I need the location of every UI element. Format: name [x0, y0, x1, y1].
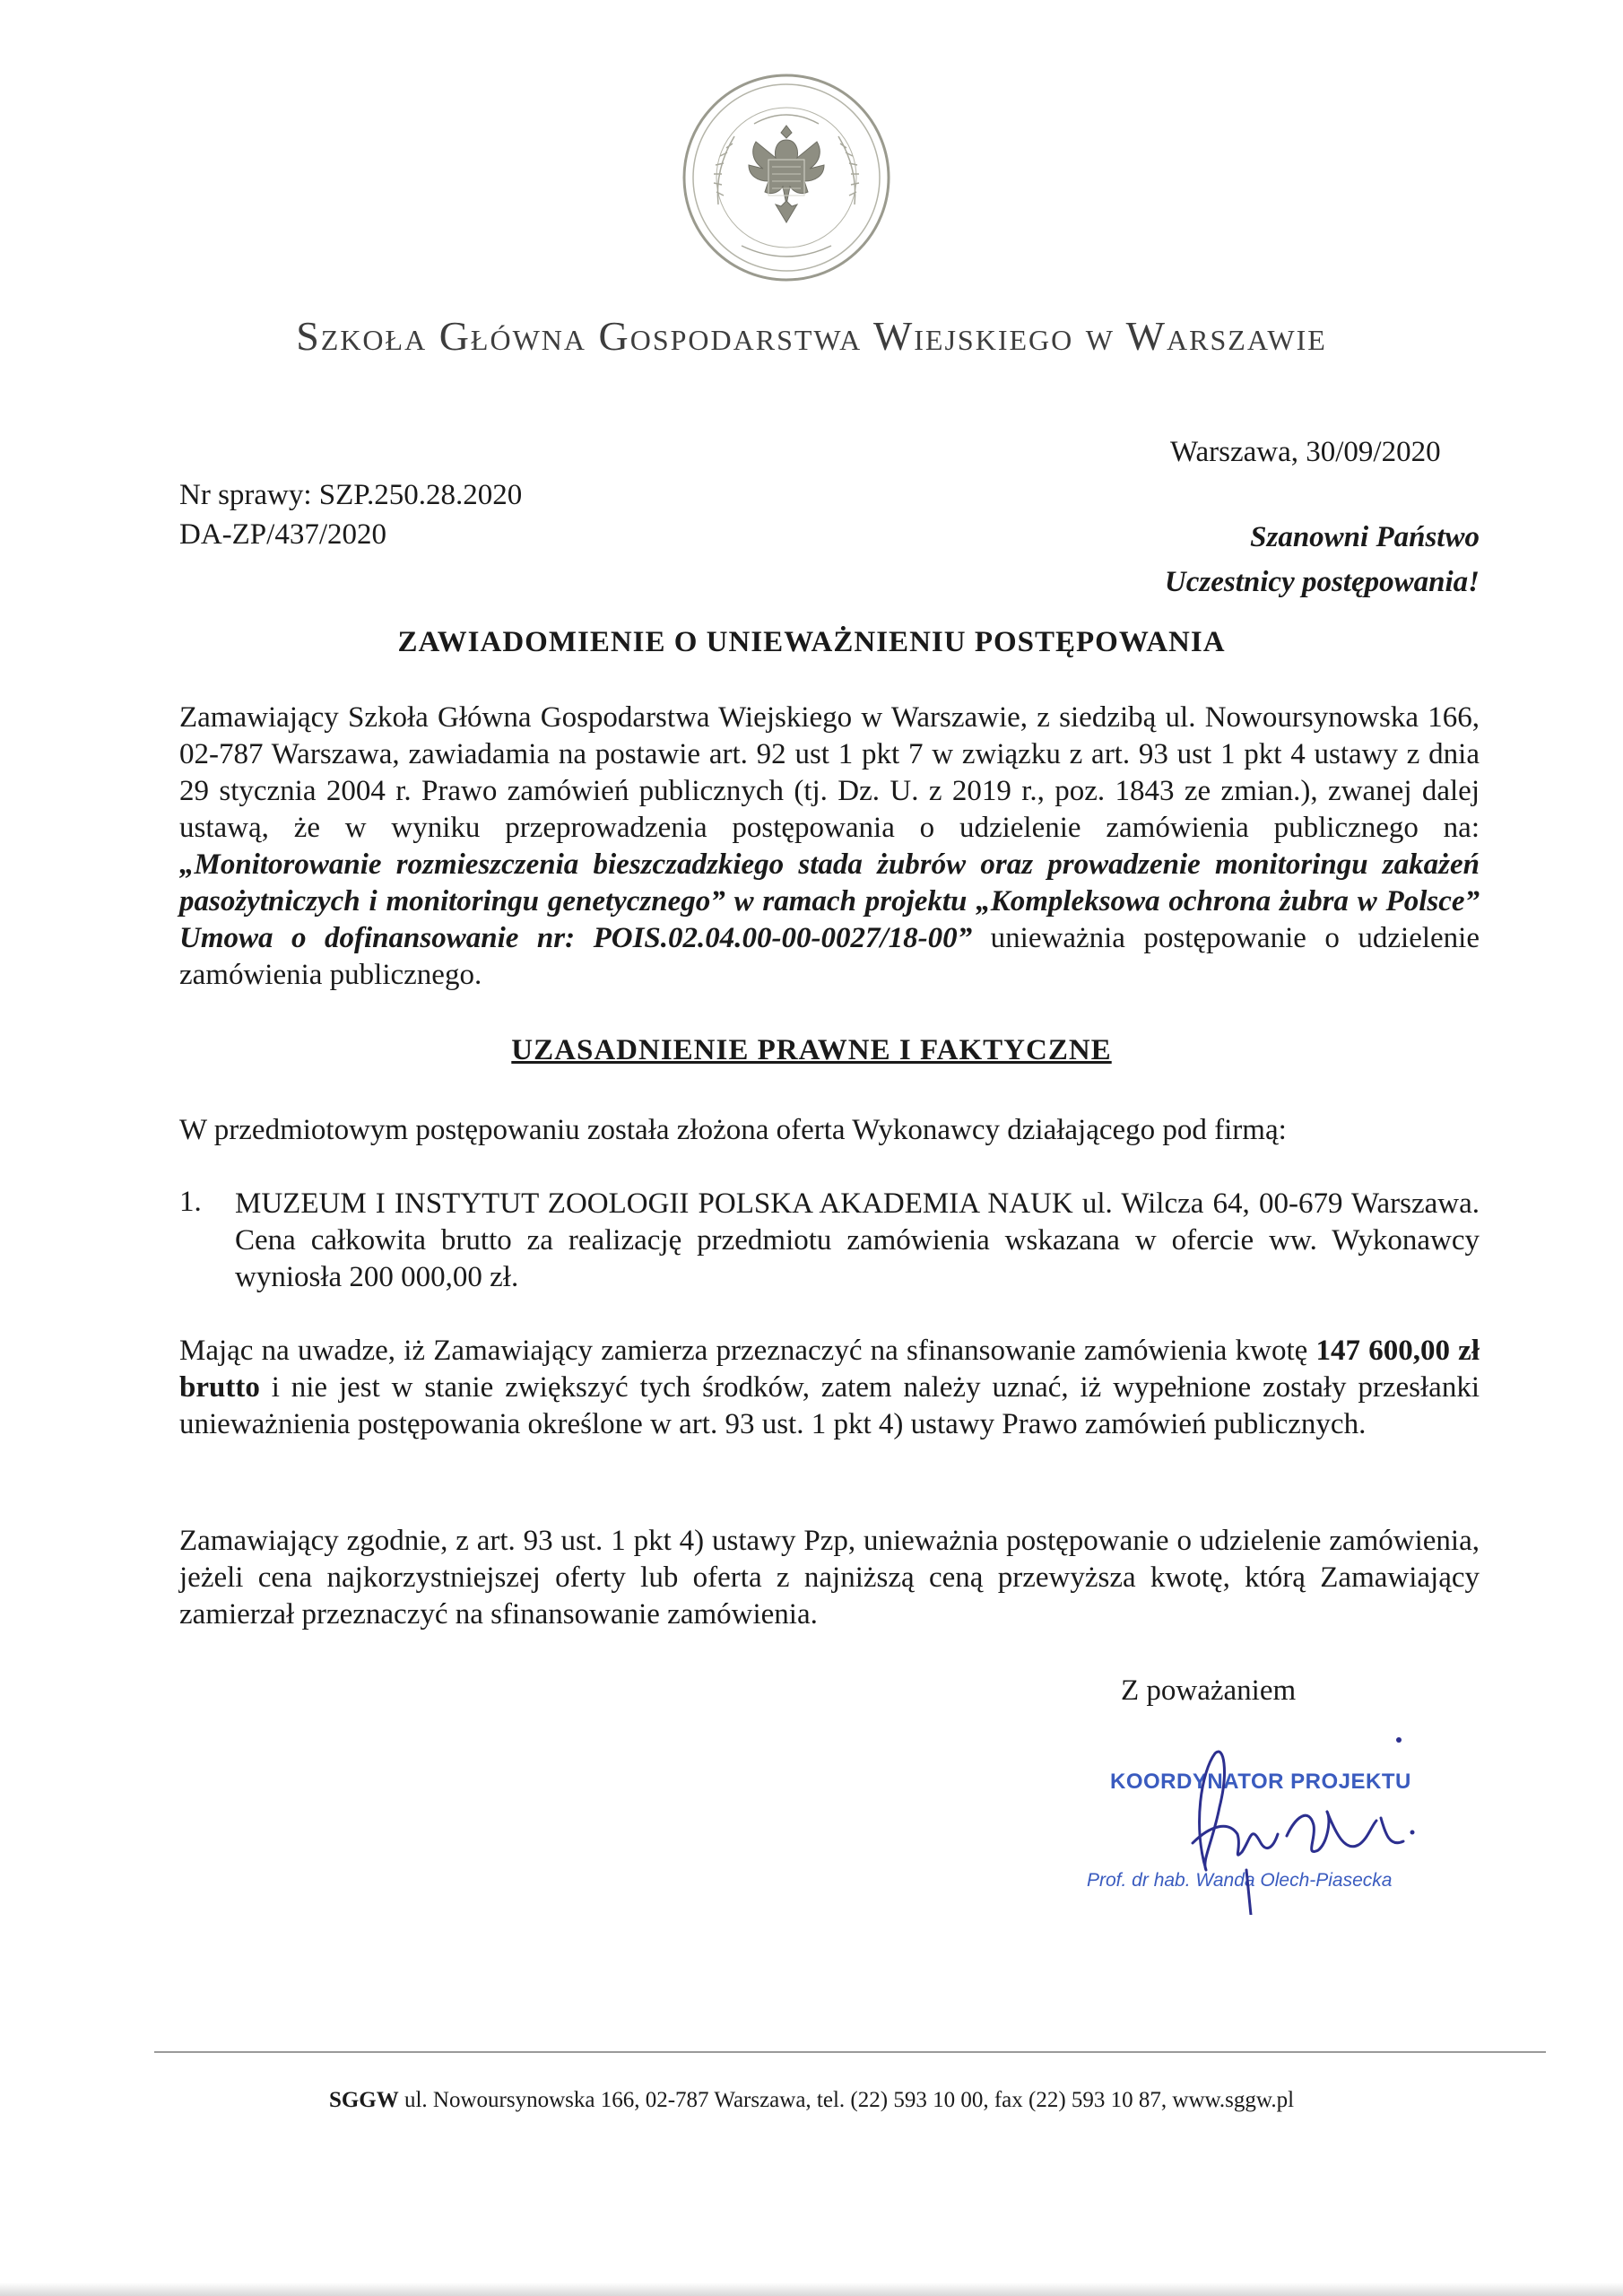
paragraph-offer-intro: W przedmiotowym postępowaniu została złożona oferta Wykonawcy działającego pod firmą: — [179, 1114, 1287, 1146]
stamp-title: KOORDYNATOR PROJEKTU — [1110, 1770, 1411, 1794]
coordinator-stamp — [1058, 1735, 1471, 1915]
greeting-line-2: Uczestnicy postępowania! — [1164, 566, 1480, 598]
closing-salutation: Z poważaniem — [1121, 1674, 1297, 1707]
university-seal-emblem — [679, 70, 894, 285]
section-heading: UZASADNIENIE PRAWNE I FAKTYCZNE — [511, 1034, 1112, 1066]
handwritten-signature — [1058, 1735, 1471, 1915]
budget-amount: 147 600,00 zł brutto — [179, 1335, 1480, 1404]
list-item-number: 1. — [179, 1186, 202, 1218]
list-item-text: MUZEUM I INSTYTUT ZOOLOGII POLSKA AKADEMIA NAUK ul. Wilcza 64, 00-679 Warszawa. Cena całkowita brutto za realizację przedmiotu zamówienia wskazana w ofercie ww. Wykonawcy wyniosła 200 000,00 zł. — [235, 1187, 1480, 1293]
paragraph-budget-intro: Mając na uwadze, iż Zamawiający zamierza przeznaczyć na sfinansowanie zamówienia kwotę — [179, 1335, 1316, 1367]
paragraph-budget-outro: i nie jest w stanie zwiększyć tych środków, zatem należy uznać, iż wypełnione zostały przesłanki unieważnienia postępowania określone w art. 93 ust. 1 pkt 4) ustawy Prawo zamówień publicznych. — [179, 1371, 1480, 1440]
reference-block — [179, 475, 522, 554]
document-title: ZAWIADOMIENIE O UNIEWAŻNIENIU POSTĘPOWANIA — [397, 626, 1226, 658]
reference-number: DA-ZP/437/2020 — [179, 518, 386, 551]
paragraph-notice-outro: unieważnia postępowanie o udzielenie zamówienia publicznego. — [179, 922, 1480, 991]
paragraph-budget — [179, 1333, 1480, 1443]
greeting-line-1: Szanowni Państwo — [1250, 521, 1480, 553]
footer-org: SGGW — [328, 2088, 399, 2112]
footer-contact — [0, 2088, 1623, 2113]
institution-name: Szkoła Główna Gospodarstwa Wiejskiego w Warszawie — [296, 313, 1327, 359]
paragraph-legal-basis: Zamawiający zgodnie, z art. 93 ust. 1 pkt 4) ustawy Pzp, unieważnia postępowanie o udzielenie zamówienia, jeżeli cena najkorzystniejszej oferty lub oferta z najniższą ceną przewyższa kwotę, którą Zamawiający zamierzał przeznaczyć na sfinansowanie zamówienia. — [179, 1525, 1480, 1631]
greeting — [1013, 515, 1480, 604]
letter-date: Warszawa, 30/09/2020 — [1170, 436, 1441, 468]
scan-edge-shadow — [0, 2283, 1623, 2296]
footer-divider — [154, 2051, 1546, 2053]
footer-details: ul. Nowoursynowska 166, 02-787 Warszawa, tel. (22) 593 10 00, fax (22) 593 10 87, www.sggw.pl — [398, 2088, 1295, 2112]
procurement-subject: „Monitorowanie rozmieszczenia bieszczadzkiego stada żubrów oraz prowadzenie monitoringu zakażeń pasożytniczych i monitoringu genetycznego” w ramach projektu „Kompleksowa ochrona żubra w Polsce” Umowa o dofinansowanie nr: POIS.02.04.00-00-0027/18-00” — [179, 848, 1480, 954]
stamp-name: Prof. dr hab. Wanda Olech-Piasecka — [1087, 1870, 1393, 1891]
case-number: Nr sprawy: SZP.250.28.2020 — [179, 479, 523, 511]
paragraph-notice-intro: Zamawiający Szkoła Główna Gospodarstwa Wiejskiego w Warszawie, z siedzibą ul. Nowoursynowska 166, 02-787 Warszawa, zawiadamia na postawie art. 92 ust 1 pkt 7 w związku z art. 93 ust 1 pkt 4 ustawy z dnia 29 stycznia 2004 r. Prawo zamówień publicznych (tj. Dz. U. z 2019 r., poz. 1843 ze zmian.), zwanej dalej ustawą, że w wyniku przeprowadzenia postępowania o udzielenie zamówienia publicznego na: — [179, 701, 1480, 844]
paragraph-notice — [179, 700, 1480, 994]
